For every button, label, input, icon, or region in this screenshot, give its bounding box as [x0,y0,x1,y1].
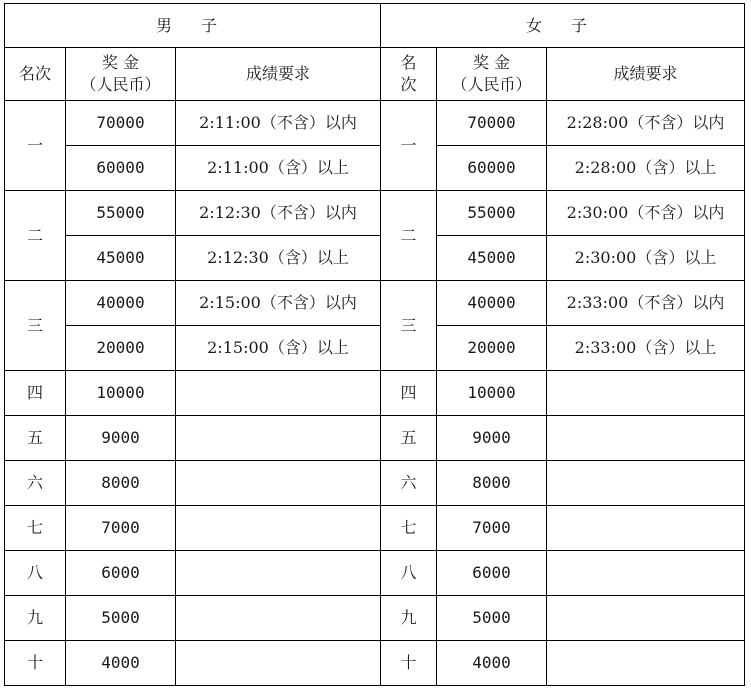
table-row [5,596,745,641]
table-row [5,371,745,416]
women-rank-cell: 七 [381,506,437,551]
men-requirement-cell: 2:11:00（含）以上 [176,146,381,191]
women-rank-cell: 二 [381,191,437,281]
table-row [5,461,745,506]
women-prize-cell: 9000 [437,416,547,461]
men-prize-cell: 70000 [66,101,176,146]
men-prize-cell: 60000 [66,146,176,191]
women-requirement-cell [547,506,745,551]
men-requirement-cell [176,641,381,686]
women-requirement-cell [547,461,745,506]
men-prize-header [66,48,176,101]
men-requirement-cell [176,461,381,506]
women-rank-cell: 六 [381,461,437,506]
men-requirement-cell: 2:11:00（不含）以内 [176,101,381,146]
women-prize-header [437,48,547,101]
women-prize-cell: 8000 [437,461,547,506]
table-row [5,146,745,191]
men-requirement-cell [176,551,381,596]
men-rank-header: 名次 [5,48,66,101]
rank-header-line1: 名 [400,53,417,72]
women-prize-cell: 45000 [437,236,547,281]
women-rank-cell: 四 [381,371,437,416]
table-row [5,641,745,686]
men-requirement-cell: 2:15:00（不含）以内 [176,281,381,326]
men-prize-cell: 8000 [66,461,176,506]
women-prize-cell: 6000 [437,551,547,596]
rank-header-line2: 次 [400,75,417,94]
women-rank-cell: 一 [381,101,437,191]
men-requirement-cell [176,371,381,416]
women-requirement-cell: 2:30:00（含）以上 [547,236,745,281]
men-rank-cell: 八 [5,551,66,596]
women-prize-cell: 40000 [437,281,547,326]
men-prize-cell: 9000 [66,416,176,461]
women-requirement-cell [547,551,745,596]
women-rank-cell: 十 [381,641,437,686]
men-prize-cell: 6000 [66,551,176,596]
women-header: 女 子 [381,4,745,48]
women-prize-cell: 70000 [437,101,547,146]
prize-header-line1: 奖 金 [472,53,511,72]
women-requirement-cell: 2:28:00（含）以上 [547,146,745,191]
women-requirement-header: 成绩要求 [547,48,745,101]
men-rank-cell: 二 [5,191,66,281]
men-prize-cell: 5000 [66,596,176,641]
men-prize-cell: 40000 [66,281,176,326]
table-row [5,551,745,596]
prize-header-line1: 奖 金 [101,53,140,72]
men-prize-cell: 45000 [66,236,176,281]
men-requirement-cell [176,506,381,551]
women-rank-header [381,48,437,101]
men-prize-cell: 10000 [66,371,176,416]
women-requirement-cell [547,596,745,641]
women-prize-cell: 4000 [437,641,547,686]
women-prize-cell: 60000 [437,146,547,191]
men-rank-cell: 六 [5,461,66,506]
men-requirement-cell: 2:12:30（含）以上 [176,236,381,281]
women-rank-cell: 五 [381,416,437,461]
prize-header-line2: （人民币） [451,75,532,94]
prize-table [4,3,745,686]
women-requirement-cell [547,416,745,461]
women-rank-cell: 九 [381,596,437,641]
women-prize-cell: 20000 [437,326,547,371]
men-rank-cell: 七 [5,506,66,551]
table-row [5,101,745,146]
women-requirement-cell [547,641,745,686]
men-requirement-cell: 2:12:30（不含）以内 [176,191,381,236]
men-requirement-cell [176,416,381,461]
women-prize-cell: 55000 [437,191,547,236]
women-prize-cell: 5000 [437,596,547,641]
men-rank-cell: 九 [5,596,66,641]
women-requirement-cell [547,371,745,416]
men-requirement-cell [176,596,381,641]
table-row [5,326,745,371]
women-rank-cell: 八 [381,551,437,596]
women-rank-cell: 三 [381,281,437,371]
men-rank-cell: 一 [5,101,66,191]
men-requirement-header: 成绩要求 [176,48,381,101]
men-rank-cell: 三 [5,281,66,371]
table-row [5,191,745,236]
women-requirement-cell: 2:28:00（不含）以内 [547,101,745,146]
men-prize-cell: 20000 [66,326,176,371]
men-rank-cell: 四 [5,371,66,416]
women-requirement-cell: 2:33:00（不含）以内 [547,281,745,326]
men-requirement-cell: 2:15:00（含）以上 [176,326,381,371]
men-rank-cell: 十 [5,641,66,686]
men-prize-cell: 4000 [66,641,176,686]
men-prize-cell: 55000 [66,191,176,236]
women-requirement-cell: 2:33:00（含）以上 [547,326,745,371]
table-row [5,416,745,461]
men-rank-cell: 五 [5,416,66,461]
men-header: 男 子 [5,4,381,48]
table-row [5,281,745,326]
table-row [5,506,745,551]
women-prize-cell: 10000 [437,371,547,416]
table-row [5,236,745,281]
prize-header-line2: （人民币） [80,75,161,94]
women-requirement-cell: 2:30:00（不含）以内 [547,191,745,236]
men-prize-cell: 7000 [66,506,176,551]
women-prize-cell: 7000 [437,506,547,551]
